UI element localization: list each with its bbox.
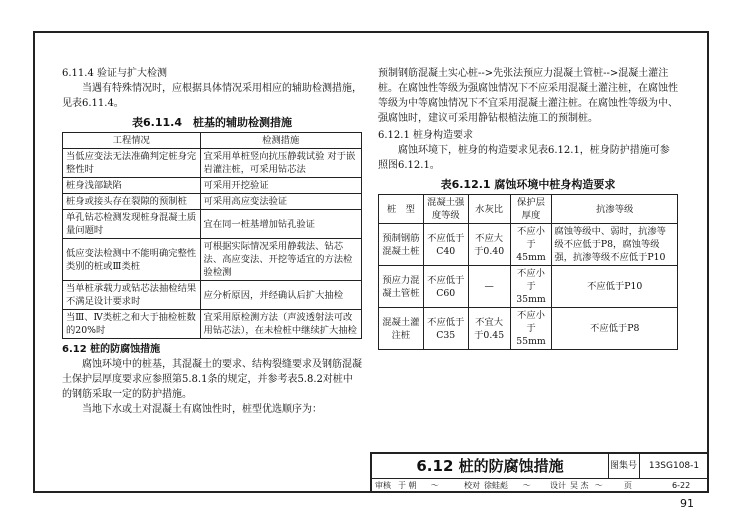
paragraph: 预制钢筋混凝土实心桩-->先张法预应力混凝土管桩-->混凝土灌注桩。在腐蚀性等级为强腐蚀情况下不应采用混凝土灌注桩，在腐蚀性等级为中等腐蚀情况下不宜采用混凝土灌注桩。在腐蚀性等级为中、强腐蚀时，建议可采用静钻根植法施工的预制桩。	[378, 68, 678, 124]
table-cell: 当低应变法无法准确判定桩身完整性时	[63, 149, 201, 178]
table-cell: 低应变法检测中不能明确完整性类别的桩或Ⅲ类桩	[63, 239, 201, 281]
table-header: 混凝土强度等级	[423, 195, 468, 224]
table-cell: —	[468, 266, 510, 308]
table-cell: 预应力混凝土管桩	[379, 266, 424, 308]
title-block	[370, 452, 709, 493]
checker-signature: ～	[522, 481, 530, 490]
table-cell: 预制钢筋混凝土桩	[379, 224, 424, 266]
sheet-page: 6-22	[672, 481, 691, 490]
table-row	[63, 310, 362, 339]
table-header: 抗渗等级	[552, 195, 678, 224]
paragraph: 当地下水或土对混凝土有腐蚀性时，桩型优选顺序为：	[82, 404, 322, 415]
section-heading-6-12: 6.12 桩的防腐蚀措施	[62, 344, 161, 355]
atlas-number-label: 图集号	[608, 454, 640, 479]
table-row	[63, 210, 362, 239]
left-column	[62, 66, 362, 417]
table-row	[63, 149, 362, 178]
table-cell: 不应大于0.40	[468, 224, 510, 266]
table-cell: 可根据实际情况采用静载法、钻芯法、高应变法、开挖等适宜的方法检验检测	[200, 239, 361, 281]
table-header: 工程情况	[63, 133, 201, 149]
reviewer-name: 于 朝	[398, 481, 417, 490]
table-cell: 不应小于55mm	[510, 308, 552, 350]
table-cell: 当单桩承载力或钻芯法抽检结果不满足设计要求时	[63, 281, 201, 310]
table-cell: 混凝土灌注桩	[379, 308, 424, 350]
paragraph: 当遇有特殊情况时，应根据具体情况采用相应的辅助检测措施，见表6.11.4。	[62, 83, 362, 109]
table-row	[63, 194, 362, 210]
drawing-title: 6.12 桩的防腐蚀措施	[372, 454, 609, 479]
paragraph: 腐蚀环境下，桩身的构造要求见表6.12.1，桩身防护措施可参照图6.12.1。	[378, 145, 670, 171]
table-cell: 不应低于C40	[423, 224, 468, 266]
table-cell: 宜采用单桩竖向抗压静载试验 对于嵌岩灌注桩，可采用钻芯法	[200, 149, 361, 178]
table-cell: 不应低于P8	[552, 308, 678, 350]
table-row	[63, 239, 362, 281]
table-row	[379, 266, 678, 308]
table-cell: 不应低于C35	[423, 308, 468, 350]
table-cell: 桩身浅部缺陷	[63, 178, 201, 194]
section-heading-6-11-4: 6.11.4 验证与扩大检测	[62, 68, 167, 79]
table-cell: 可采用高应变法验证	[200, 194, 361, 210]
reviewer-signature: ～	[430, 481, 438, 490]
table-caption: 表6.12.1 腐蚀环境中桩身构造要求	[440, 178, 616, 191]
table-row	[379, 224, 678, 266]
paragraph: 腐蚀环境中的桩基，其混凝土的要求、结构裂缝要求及钢筋混凝土保护层厚度要求应参照第5.8.1条的规定，并参考表5.8.2对桩中的钢筋采取一定的防护措施。	[62, 359, 362, 400]
table-row	[63, 178, 362, 194]
pile-construction-table	[378, 194, 678, 350]
review-label: 审核	[375, 481, 391, 490]
table-cell: 可采用开挖验证	[200, 178, 361, 194]
page-label: 页	[624, 481, 632, 490]
table-cell: 不应低于C60	[423, 266, 468, 308]
table-cell: 应分析原因，并经确认后扩大抽检	[200, 281, 361, 310]
designer-signature: ～	[594, 481, 602, 490]
table-cell: 当Ⅲ、Ⅳ类桩之和大于抽检桩数的20%时	[63, 310, 201, 339]
table-header: 桩 型	[379, 195, 424, 224]
table-cell: 不宜大于0.45	[468, 308, 510, 350]
auxiliary-detection-table	[62, 132, 362, 339]
table-cell: 腐蚀等级中、弱时，抗渗等级不应低于P8，腐蚀等级强，抗渗等级不应低于P10	[552, 224, 678, 266]
signature-row	[372, 479, 709, 493]
checker-name: 徐蛙彪	[484, 481, 508, 490]
table-cell: 不应小于35mm	[510, 266, 552, 308]
table-cell: 不应小于45mm	[510, 224, 552, 266]
table-cell: 单孔钻芯检测发现桩身混凝土质量问题时	[63, 210, 201, 239]
table-cell: 宜在同一桩基增加钻孔验证	[200, 210, 361, 239]
section-heading-6-12-1: 6.12.1 桩身构造要求	[378, 130, 473, 141]
table-row	[379, 308, 678, 350]
table-header: 保护层厚度	[510, 195, 552, 224]
atlas-number: 13SG108-1	[639, 454, 709, 479]
page-number: 91	[680, 497, 694, 510]
table-cell: 不应低于P10	[552, 266, 678, 308]
table-header: 水灰比	[468, 195, 510, 224]
designer-name: 吴 杰	[570, 481, 589, 490]
table-row	[63, 281, 362, 310]
right-column	[378, 66, 678, 350]
table-cell: 桩身或接头存在裂隙的预制桩	[63, 194, 201, 210]
table-caption: 表6.11.4 桩基的辅助检测措施	[132, 116, 292, 129]
design-label: 设计	[550, 481, 566, 490]
table-cell: 宜采用原检测方法（声波透射法可改用钻芯法），在未检桩中继续扩大抽检	[200, 310, 361, 339]
table-header: 检测措施	[200, 133, 361, 149]
check-label: 校对	[464, 481, 480, 490]
